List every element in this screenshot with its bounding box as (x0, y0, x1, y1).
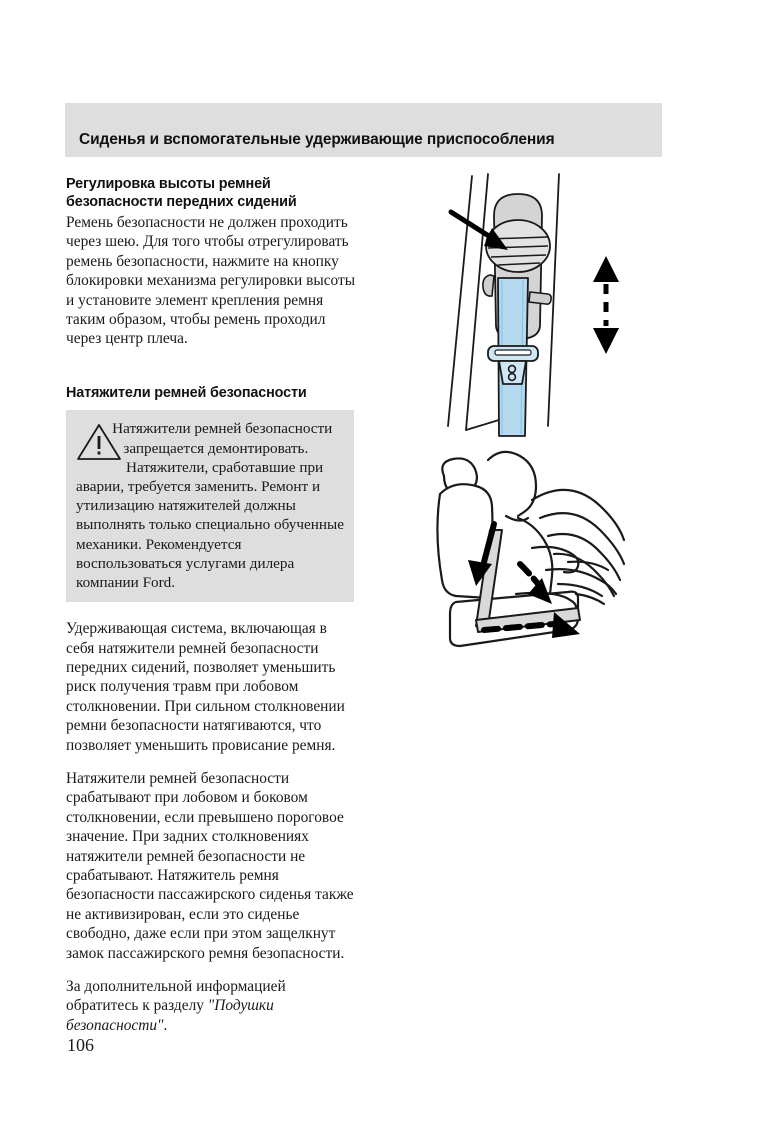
cross-reference-title: "Подушки безопасности" (66, 997, 274, 1034)
paragraph-belt-height-body: Ремень безопасности не должен проходить через шею. Для того чтобы отрегулировать ремень безопасности, нажмите на кнопку блокировки механизма регулировки высоты и установите элемент крепления ремня таким образом, чтобы ремень проходил через центр плеча. (66, 214, 356, 348)
warning-callout (66, 410, 354, 602)
occupant-head (488, 452, 536, 516)
page-number: 106 (67, 1035, 94, 1055)
chapter-header-title: Сиденья и вспомогательные удерживающие приспособления (79, 131, 555, 148)
section-spacer (66, 363, 356, 385)
cross-reference-trailing: . (163, 1016, 168, 1034)
text-column (66, 176, 356, 1035)
seat-belt-pretensioner-illustration (428, 444, 676, 659)
paragraph-restraint-system: Удерживающая система, включающая в себя натяжители ремней безопасности передних сидений, позволяет уменьшить риск получения травм при лобовом столкновении. При сильном столкновении ремни безопасности натягиваются, что позволяет уменьшить провисание ремня. (66, 620, 345, 754)
cross-reference-lead: За дополнительной информацией обратитесь к разделу (66, 978, 286, 1015)
warning-text: Натяжители ремней безопасности запрещается демонтировать. Натяжители, сработавшие при аварии, требуется заменить. Ремонт и утилизацию натяжителей должны выполнять только специально обученные механики. Рекомендуется воспользоваться услугами дилера компании Ford. (76, 420, 344, 591)
occupant-leg-contour (554, 554, 614, 596)
paragraph-cross-reference (66, 977, 356, 1035)
belt-guide-loop (488, 346, 538, 361)
paragraph-pretensioner-activation: Натяжители ремней безопасности срабатывают при лобовом и боковом столкновении, если превышено пороговое значение. При задних столкновениях натяжители ремней безопасности не срабатывают. Натяжитель ремня безопасности пассажирского сиденья также не активизирован, если это сиденье свободно, даже если при этом защелкнут замок пассажирского ремня безопасности. (66, 770, 354, 962)
chapter-header-band (65, 103, 662, 157)
belt-latch-plate (499, 361, 526, 384)
belt-height-adjuster-illustration (420, 168, 670, 440)
up-down-dashed-arrow (593, 256, 619, 354)
section-heading-belt-height-line1: Регулировка высоты ремней (66, 176, 271, 192)
section-heading-pretensioners: Натяжители ремней безопасности (66, 384, 307, 401)
section-heading-belt-height-line2: безопасности передних сидений (66, 193, 297, 210)
section-heading-belt-height (66, 176, 356, 211)
